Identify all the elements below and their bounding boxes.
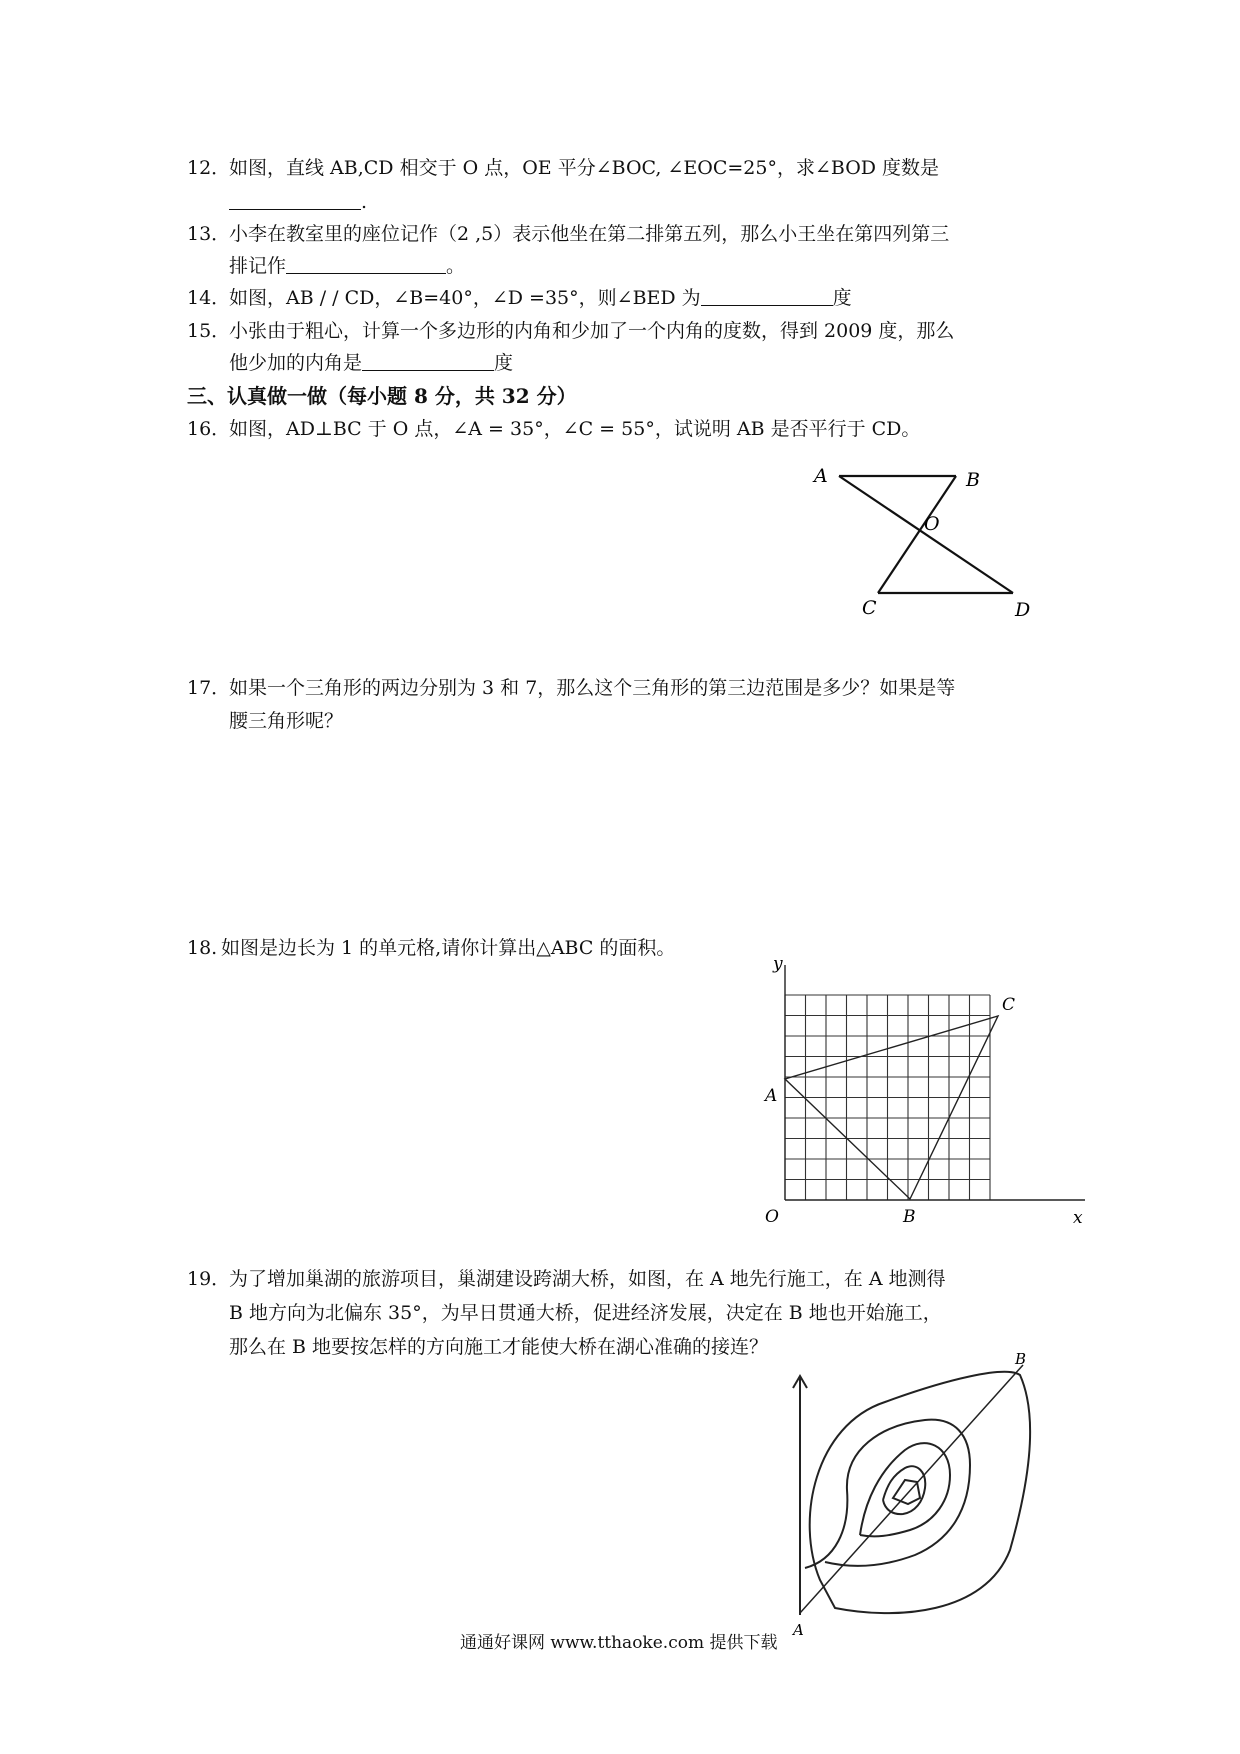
question-text: 排记作: [229, 255, 287, 277]
label-x: x: [1073, 1208, 1083, 1228]
question-number: 15．: [187, 320, 231, 342]
question-19-line3: [229, 1331, 768, 1363]
punctuation: 。: [446, 255, 466, 277]
question-17: [187, 672, 955, 704]
section-heading: 三、认真做一做（每小题 8 分，共 32 分）: [187, 384, 577, 408]
question-text: 如果一个三角形的两边分别为 3 和 7，那么这个三角形的第三边范围是多少？如果是等: [229, 677, 956, 699]
answer-blank[interactable]: [701, 283, 833, 306]
label-b: B: [903, 1207, 916, 1227]
question-14: [187, 282, 852, 314]
question-12: [187, 152, 939, 184]
question-13: [187, 218, 949, 250]
label-d: D: [1015, 599, 1031, 620]
question-number: 19．: [187, 1268, 231, 1290]
figure-16: [808, 460, 1038, 620]
figure-18-grid: [755, 945, 1090, 1235]
question-text: 腰三角形呢？: [229, 710, 344, 732]
unit-text: 度: [494, 352, 514, 374]
answer-blank[interactable]: [362, 348, 494, 371]
question-number: 17．: [187, 677, 231, 699]
answer-blank[interactable]: [286, 251, 446, 274]
figure-19-lake-map: [765, 1350, 1065, 1640]
question-text: 如图，AD⊥BC 于 O 点，∠A = 35°，∠C = 55°，试说明 AB 是否平行于 CD。: [229, 418, 921, 440]
segment-bc: [878, 476, 956, 593]
question-text: 小李在教室里的座位记作（2 ,5）表示他坐在第二排第五列，那么小王坐在第四列第三: [229, 223, 950, 245]
lake-contour-middle: [805, 1420, 970, 1568]
question-number: 18.: [187, 937, 218, 959]
question-number: 12．: [187, 157, 231, 179]
question-number: 14．: [187, 287, 231, 309]
question-19: [187, 1263, 946, 1295]
question-number: 13．: [187, 223, 231, 245]
question-text: 如图，AB / / CD，∠B=40°，∠D =35°，则∠BED 为: [229, 287, 701, 309]
question-16: [187, 413, 920, 445]
question-text: 小张由于粗心，计算一个多边形的内角和少加了一个内角的度数，得到 2009 度，那么: [229, 320, 955, 342]
unit-text: 度: [832, 287, 852, 309]
question-13-line2: [229, 250, 465, 282]
label-c: C: [862, 597, 877, 619]
label-y: y: [773, 954, 783, 974]
question-text: B 地方向为北偏东 35°，为早日贯通大桥，促进经济发展，决定在 B 地也开始施工，: [229, 1302, 942, 1324]
answer-line-12: [229, 186, 367, 218]
label-origin: O: [765, 1207, 779, 1227]
question-text: 为了增加巢湖的旅游项目，巢湖建设跨湖大桥，如图，在 A 地先行施工，在 A 地测得: [229, 1268, 946, 1290]
bridge-line-ab: [800, 1365, 1023, 1613]
label-b: B: [966, 469, 980, 491]
question-18: [187, 932, 675, 964]
punctuation: .: [361, 191, 368, 213]
question-17-line2: [229, 705, 343, 737]
label-a: A: [814, 465, 828, 487]
page-footer: 通通好课网 www.tthaoke.com 提供下载: [460, 1633, 778, 1653]
triangle-abc: [785, 1016, 998, 1199]
question-15: [187, 315, 954, 347]
question-number: 16．: [187, 418, 231, 440]
question-19-line2: [229, 1297, 942, 1329]
question-15-line2: [229, 347, 513, 379]
question-text: 那么在 B 地要按怎样的方向施工才能使大桥在湖心准确的接连？: [229, 1336, 769, 1358]
label-b: B: [1015, 1350, 1027, 1368]
label-o: O: [924, 513, 940, 535]
question-text: 他少加的内角是: [229, 352, 363, 374]
label-c: C: [1002, 995, 1016, 1015]
label-a: A: [793, 1621, 804, 1639]
question-text: 如图是边长为 1 的单元格,请你计算出△ABC 的面积。: [221, 937, 676, 959]
question-text: 如图，直线 AB,CD 相交于 O 点，OE 平分∠BOC, ∠EOC=25°，求∠BOD 度数是: [229, 157, 940, 179]
label-a: A: [765, 1086, 778, 1106]
answer-blank[interactable]: [229, 187, 361, 210]
lake-contour-inner: [860, 1443, 950, 1536]
